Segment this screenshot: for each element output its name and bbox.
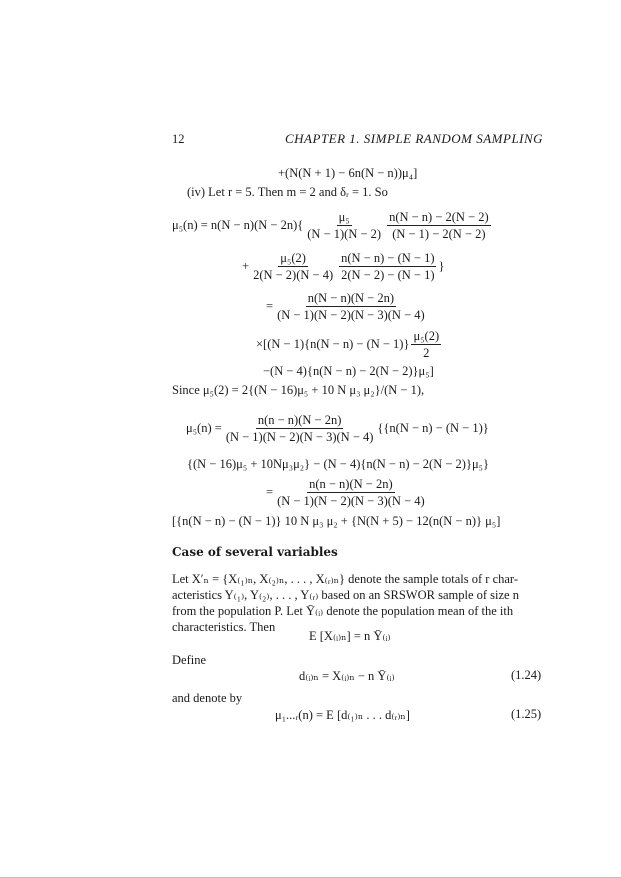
- fraction-third: [251, 251, 335, 282]
- paragraph-line: acteristics Y₍₁₎, Y₍₂₎, . . . , Y₍ᵣ₎ based on an SRSWOR sample of size n: [172, 588, 519, 602]
- define-text: Define: [172, 653, 207, 667]
- paragraph-line: characteristics. Then: [172, 620, 276, 634]
- chapter-title: CHAPTER 1. SIMPLE RANDOM SAMPLING: [285, 131, 544, 146]
- equation-mu5-substituted: [186, 413, 489, 444]
- since-text: Since μ₅(2) = 2{(N − 16)μ₅ + 10 N μ₃ μ₂}/(N − 1),: [172, 383, 425, 397]
- times-expression: ×[(N − 1){n(N − n) − (N − 1)}: [256, 337, 410, 351]
- page-number: 12: [172, 132, 185, 146]
- paragraph-line: Let X′ₙ = {X₍₁₎ₙ, X₍₂₎ₙ, . . . , X₍ᵣ₎ₙ} denote the sample totals of r char-: [172, 572, 519, 586]
- close-brace: }: [438, 259, 445, 273]
- equation-mu5-third: [266, 291, 429, 322]
- fraction-sixth: [411, 329, 441, 360]
- fraction-numerator: n(N − n) − 2(N − 2): [389, 210, 489, 224]
- fraction-numerator: μ₅: [338, 210, 350, 224]
- equals-sign: =: [266, 485, 274, 499]
- fraction-numerator: n(N − n) − (N − 1): [341, 251, 435, 265]
- fraction-denominator: (N − 1)(N − 2)(N − 3)(N − 4): [225, 430, 374, 444]
- fraction-seventh: [224, 413, 376, 444]
- equation-last-line: [{n(N − n) − (N − 1)} 10 N μ₃ μ₂ + {N(N + 5) − 12(n(N − n)} μ₅]: [172, 514, 501, 528]
- equation-1-24: d₍ᵢ₎ₙ = X₍ᵢ₎ₙ − n Ȳ₍ᵢ₎: [299, 669, 395, 683]
- fraction-denominator: (N − 1)(N − 2)(N − 3)(N − 4): [277, 308, 425, 322]
- plus-sign: +: [242, 259, 250, 273]
- fraction-numerator: n(n − n)(N − 2n): [309, 477, 393, 491]
- mu5-lhs: μ₅(n) = n(N − n)(N − 2n){: [172, 218, 304, 232]
- expectation-equation: E [X₍ᵢ₎ₙ] = n Ȳ₍ᵢ₎: [309, 629, 391, 643]
- equation-minus-line: −(N − 4){n(N − n) − 2(N − 2)}μ₅]: [263, 364, 434, 378]
- denote-text: and denote by: [172, 691, 243, 705]
- case-iv-text: (iv) Let r = 5. Then m = 2 and δᵣ = 1. So: [187, 185, 388, 199]
- section-heading: Case of several variables: [172, 545, 338, 559]
- mu5b-rhs: {{n(N − n) − (N − 1)}: [377, 421, 489, 435]
- fraction-denominator: (N − 1)(N − 2): [307, 227, 382, 241]
- equation-braces-line: {(N − 16)μ₅ + 10Nμ₃μ₂} − (N − 4){n(N − n) − 2(N − 2)}μ₅}: [187, 457, 490, 471]
- equation-mu5-first: [172, 210, 493, 241]
- equation-times-line: [256, 329, 443, 360]
- equals-sign: =: [266, 299, 274, 313]
- paragraph-line: from the population P. Let Ȳ₍ᵢ₎ denote the population mean of the ith: [172, 604, 514, 618]
- equation-number: (1.24): [511, 668, 542, 682]
- fraction-mu5-over: [305, 210, 383, 241]
- fraction-numerator: n(N − n)(N − 2n): [307, 291, 395, 305]
- fraction-fifth: [275, 291, 427, 322]
- equation-1-25: μ₁...ᵣ(n) = E [d₍₁₎ₙ . . . d₍ᵣ₎ₙ]: [275, 708, 410, 722]
- equation-mu5-second: [242, 251, 444, 282]
- fraction-denominator: 2: [423, 346, 430, 360]
- fraction-numerator: μ₅(2): [413, 329, 440, 343]
- equation-number: (1.25): [511, 707, 542, 721]
- fraction-denominator: 2(N − 2) − (N − 1): [341, 268, 435, 282]
- fraction-second: [387, 210, 491, 241]
- equation-line-mu4: +(N(N + 1) − 6n(N − n))μ₄]: [278, 166, 418, 180]
- fraction-numerator: μ₅(2): [280, 251, 306, 265]
- fraction-denominator: (N − 1) − 2(N − 2): [392, 227, 486, 241]
- fraction-numerator: n(n − n)(N − 2n): [257, 413, 342, 427]
- fraction-fourth: [339, 251, 436, 282]
- fraction-eighth: [275, 477, 427, 508]
- fraction-denominator: (N − 1)(N − 2)(N − 3)(N − 4): [277, 494, 425, 508]
- equation-eighth: [266, 477, 429, 508]
- fraction-denominator: 2(N − 2)(N − 4): [253, 268, 334, 282]
- mu5b-lhs: μ₅(n) =: [186, 421, 222, 435]
